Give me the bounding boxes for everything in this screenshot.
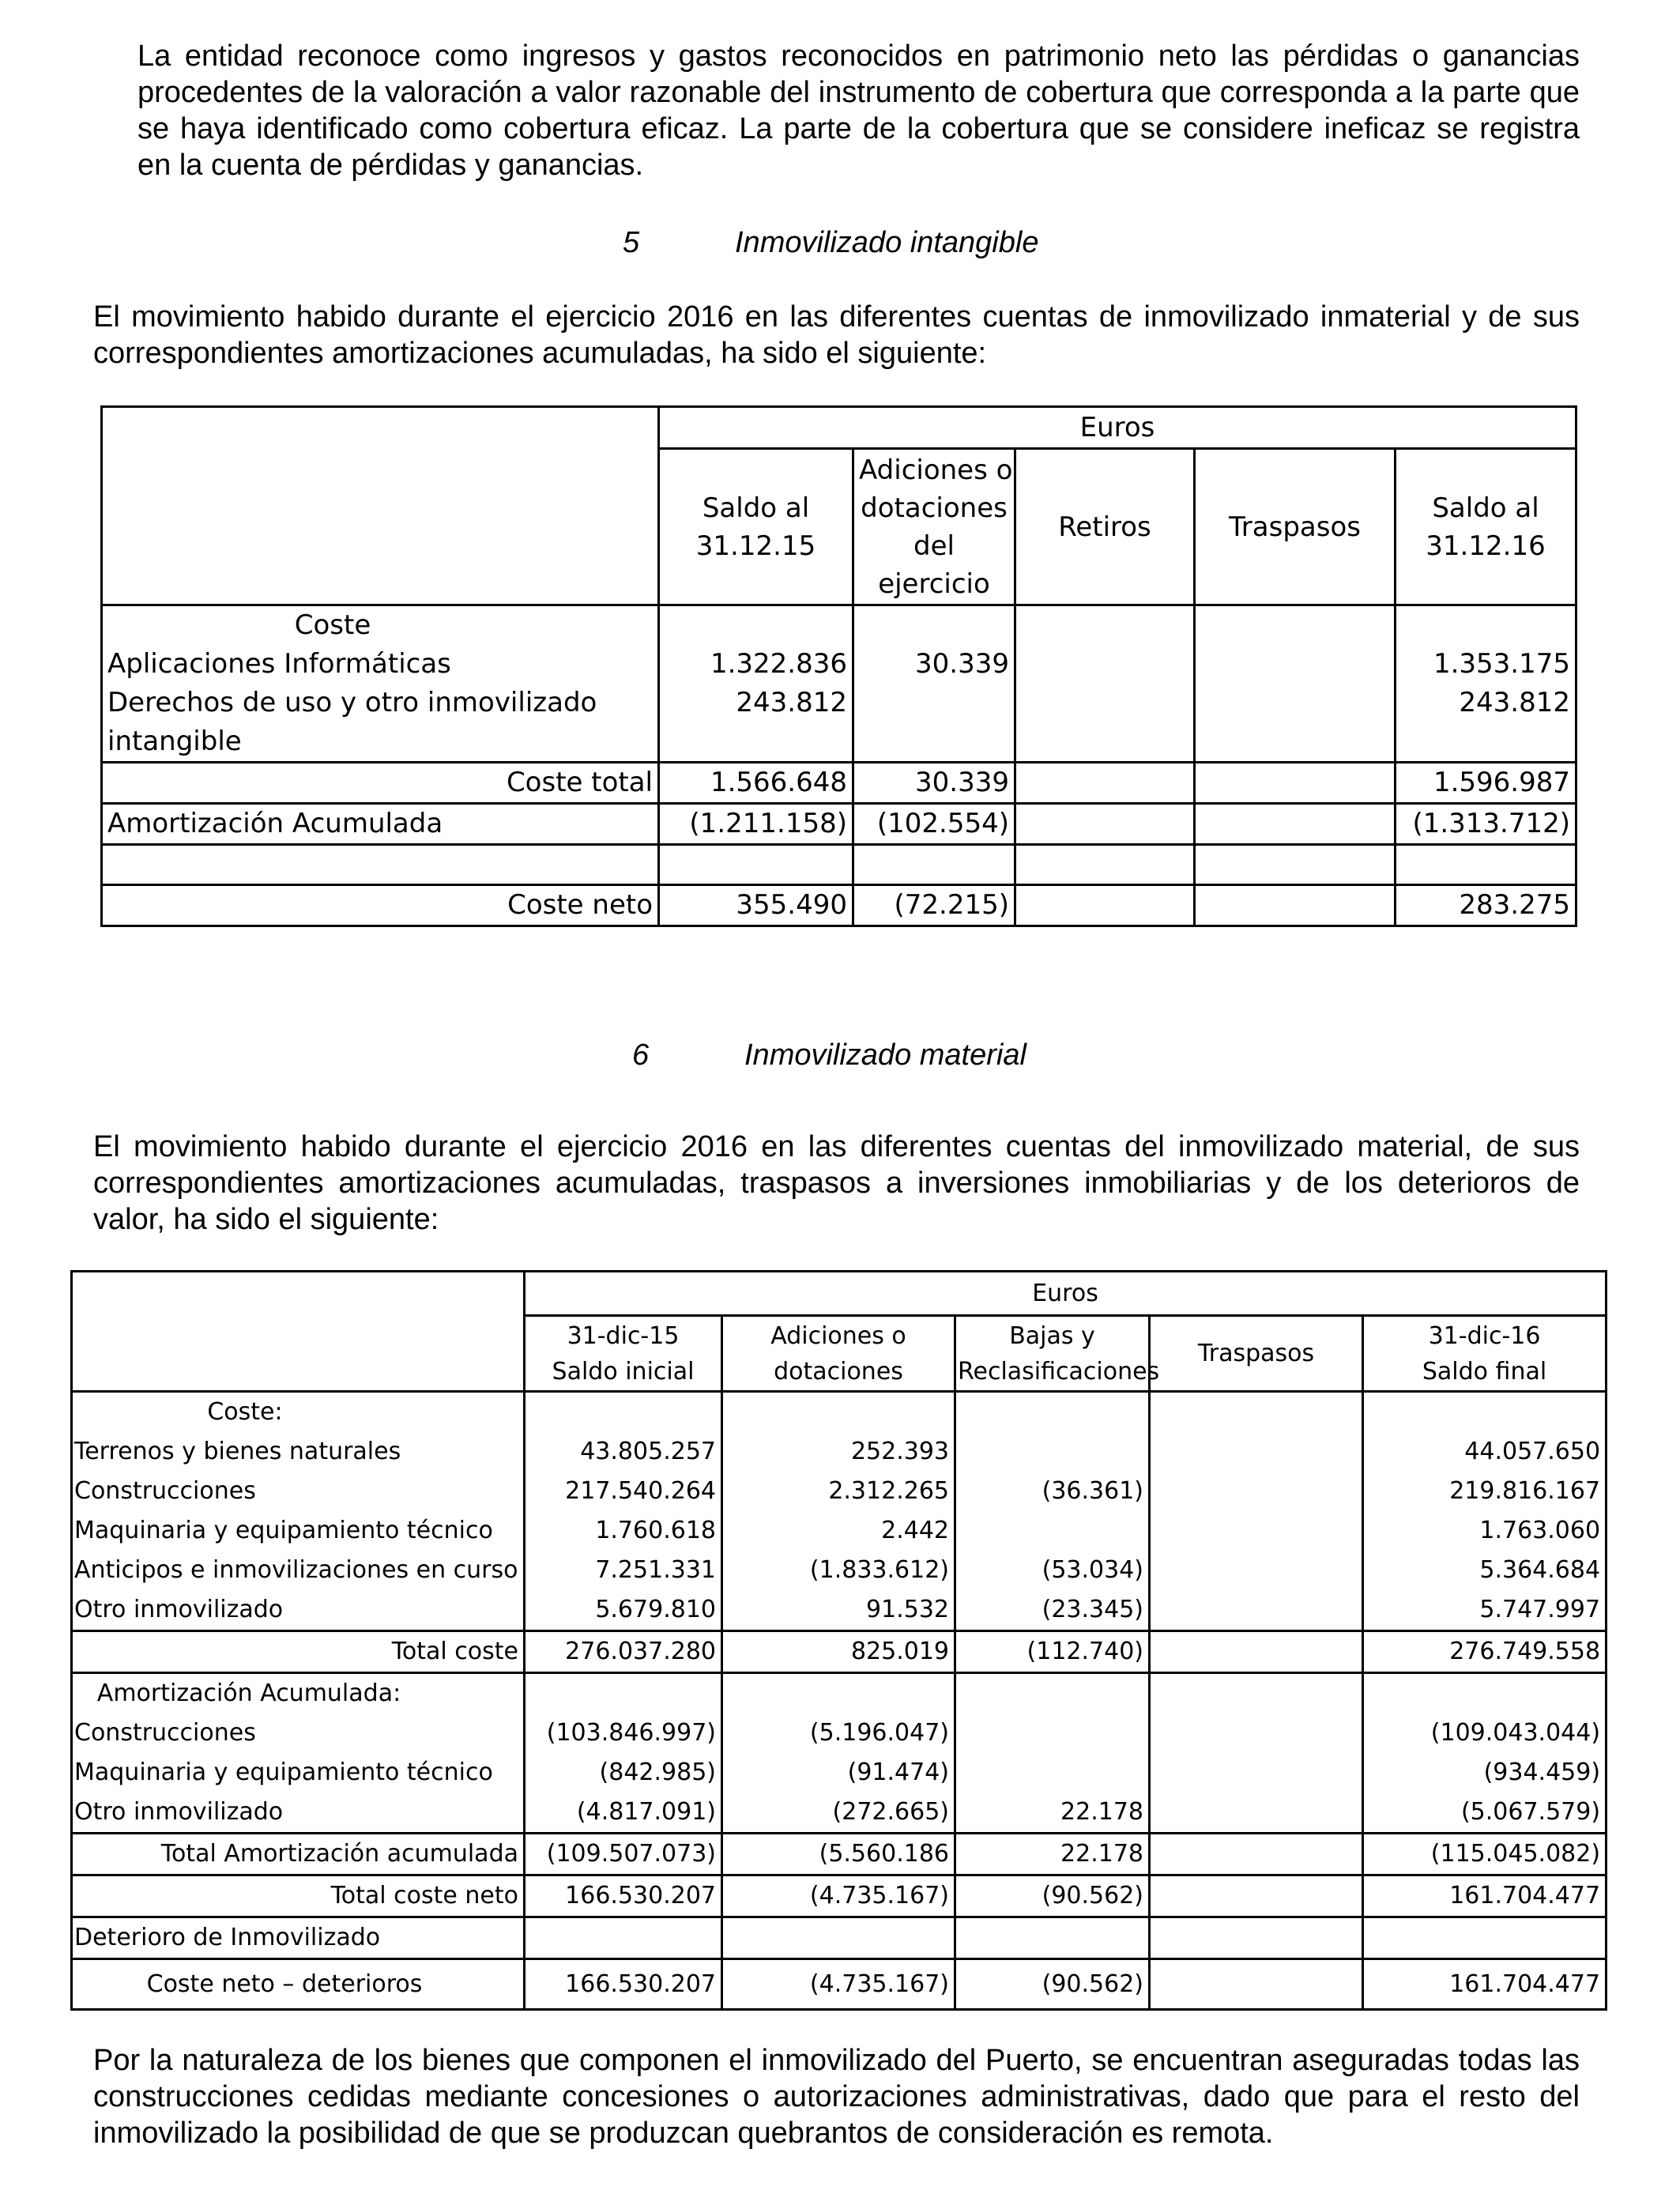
table1-cost-col4: [1195, 605, 1396, 763]
table1-cost-block-labels: [102, 605, 659, 763]
intangible-assets-table: [100, 405, 1577, 927]
table1-header-blank: [102, 407, 659, 605]
table-row: Construcciones (103.846.997) (5.196.047) (109.043.044): [72, 1713, 1607, 1753]
table1-row-coste-total: Coste total 1.566.648 30.339 1.596.987: [102, 763, 1576, 804]
table2-col-traspasos: Traspasos: [1150, 1316, 1363, 1392]
table1-row-blank: [102, 845, 1576, 885]
table-row: Construcciones 217.540.264 2.312.265 (36.361) 219.816.167: [72, 1472, 1607, 1511]
table2-header-blank: [72, 1272, 525, 1392]
table1-cost-col2: 30.339: [853, 605, 1015, 763]
section-5-paragraph: El movimiento habido durante el ejercicio 2016 en las diferentes cuentas de inmovilizado inmaterial y de sus correspondientes amortizaciones acumuladas, ha sido el siguiente:: [93, 300, 1580, 370]
table1-row-coste-neto: Coste neto 355.490 (72.215) 283.275: [102, 885, 1576, 926]
table-row: Anticipos e inmovilizaciones en curso 7.251.331 (1.833.612) (53.034) 5.364.684: [72, 1551, 1607, 1590]
section-5-number: 5: [623, 226, 640, 259]
table2-col-saldo-final: 31-dic-16 Saldo final: [1363, 1316, 1607, 1392]
table2-col-adiciones: Adiciones o dotaciones: [722, 1316, 955, 1392]
tangible-assets-table: [70, 1270, 1607, 2011]
section-5-title: Inmovilizado intangible: [735, 226, 1039, 259]
table1-col-saldo-inicial: Saldo al 31.12.15: [659, 449, 853, 605]
table1-col-traspasos: Traspasos: [1195, 449, 1396, 605]
table-row: Maquinaria y equipamiento técnico (842.985) (91.474) (934.459): [72, 1753, 1607, 1793]
table1-cost-col5: 1.353.175 243.812: [1396, 605, 1576, 763]
table2-amortizacion-label-row: Amortización Acumulada:: [72, 1673, 1607, 1714]
table2-col-saldo-inicial: 31-dic-15 Saldo inicial: [525, 1316, 722, 1392]
section-6-number: 6: [632, 1039, 650, 1072]
table1-coste-label: Coste: [294, 609, 371, 641]
table-row: Otro inmovilizado 5.679.810 91.532 (23.345) 5.747.997: [72, 1590, 1607, 1631]
table2-currency-header: Euros: [525, 1272, 1607, 1316]
table1-row-amortizacion: Amortización Acumulada (1.211.158) (102.554) (1.313.712): [102, 804, 1576, 845]
section-6-title: Inmovilizado material: [744, 1039, 1026, 1072]
table2-col-bajas: Bajas y Reclasificaciones: [955, 1316, 1150, 1392]
table1-cost-col3: [1015, 605, 1195, 763]
table1-row-label: intangible: [107, 726, 242, 757]
closing-paragraph: Por la naturaleza de los bienes que componen el inmovilizado del Puerto, se encuentran aseguradas todas las construcciones cedidas mediante concesiones o autorizaciones administrativas, dado que para el resto del inmovilizado la posibilidad de que se produzcan quebrantos de consideración es remota.: [93, 2044, 1580, 2150]
table1-col-retiros: Retiros: [1015, 449, 1195, 605]
section-6-paragraph: El movimiento habido durante el ejercicio 2016 en las diferentes cuentas del inmovilizado material, de sus correspondientes amortizaciones acumuladas, traspasos a inversiones inmobiliarias y de los deterioros de valor, ha sido el siguiente:: [93, 1130, 1580, 1236]
table1-currency-header: Euros: [659, 407, 1576, 449]
table-row: Otro inmovilizado (4.817.091) (272.665) 22.178 (5.067.579): [72, 1793, 1607, 1834]
table2-row-total-coste-neto: Total coste neto 166.530.207 (4.735.167) (90.562) 161.704.477: [72, 1875, 1607, 1917]
table-row: Terrenos y bienes naturales 43.805.257 252.393 44.057.650: [72, 1432, 1607, 1472]
table1-cost-col1: 1.322.836 243.812: [659, 605, 853, 763]
table2-row-total-amortizacion: Total Amortización acumulada (109.507.073) (5.560.186 22.178 (115.045.082): [72, 1834, 1607, 1875]
table1-col-adiciones: Adiciones o dotaciones del ejercicio: [853, 449, 1015, 605]
table1-col-saldo-final: Saldo al 31.12.16: [1396, 449, 1576, 605]
table-row: Maquinaria y equipamiento técnico 1.760.618 2.442 1.763.060: [72, 1511, 1607, 1551]
intro-paragraph: La entidad reconoce como ingresos y gastos reconocidos en patrimonio neto las pérdidas o ganancias procedentes de la valoración a valor razonable del instrumento de cobertura que corresponda a la parte que se haya identificado como cobertura eficaz. La parte de la cobertura que se considere ineficaz se registra en la cuenta de pérdidas y ganancias.: [137, 40, 1580, 182]
table2-row-total-coste: Total coste 276.037.280 825.019 (112.740) 276.749.558: [72, 1631, 1607, 1673]
section-6-heading: [632, 1037, 1106, 1073]
table2-row-coste-neto-deterioros: Coste neto – deterioros 166.530.207 (4.735.167) (90.562) 161.704.477: [72, 1959, 1607, 2010]
table2-row-deterioro: Deterioro de Inmovilizado: [72, 1917, 1607, 1959]
table1-row-label: Derechos de uso y otro inmovilizado: [107, 687, 597, 718]
table1-row-label: Aplicaciones Informáticas: [107, 648, 451, 680]
section-5-heading: [623, 224, 1097, 261]
table2-coste-label-row: Coste:: [72, 1392, 1607, 1433]
